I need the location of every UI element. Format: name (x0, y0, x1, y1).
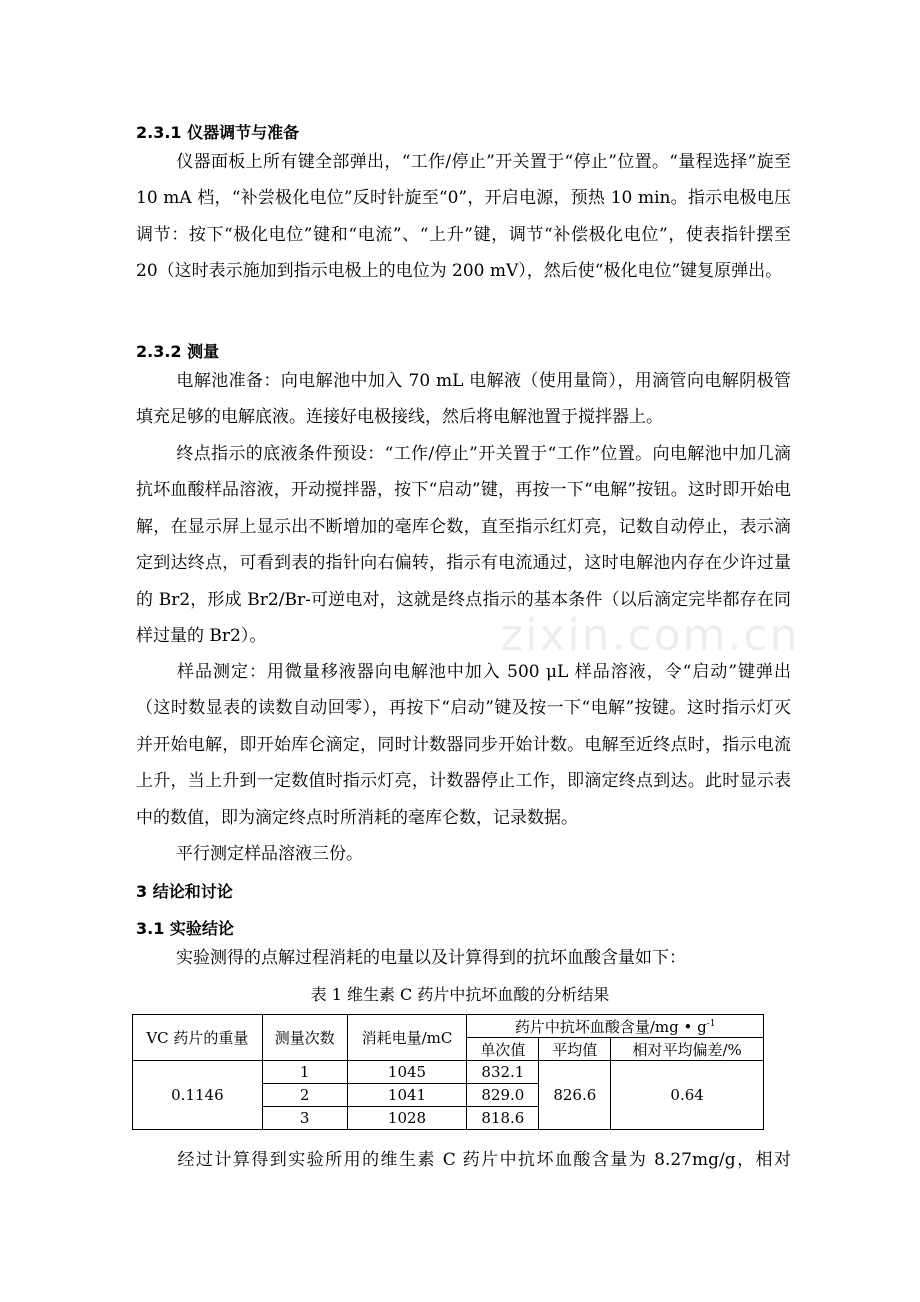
table-caption: 表 1 维生素 C 药片中抗坏血酸的分析结果 (310, 985, 610, 1004)
heading-2-3-1: 2.3.1 仪器调节与准备 (136, 123, 300, 142)
paragraph-sample-measure: 样品测定：用微量移液器向电解池中加入 500 μL 样品溶液，令“启动”键弹出（这时数显表的读数自动回零），再按下“启动”键及按一下“电解”按键。这时指示灯灭并开始电解，即开始库仑滴定，同时计数器同步开始计数。电解至近终点时，指示电流上升，当上升到一定数值时指示灯亮，计数器停止工作，即滴定终点到达。此时显示表中的数值，即为滴定终点时所消耗的毫库仑数，记录数据。 (136, 662, 791, 828)
cell-weight: 0.1146 (133, 1061, 263, 1130)
results-table (132, 1014, 764, 1130)
header-deviation: 相对平均偏差/% (611, 1038, 764, 1061)
paragraph-results-intro: 实验测得的点解过程消耗的电量以及计算得到的抗坏血酸含量如下： (176, 948, 686, 968)
header-average: 平均值 (539, 1038, 611, 1061)
heading-3-1: 3.1 实验结论 (136, 919, 234, 938)
header-charge: 消耗电量/mC (347, 1015, 467, 1061)
cell-charge: 1028 (347, 1107, 467, 1130)
paragraph-conclusion: 经过计算得到实验所用的维生素 C 药片中抗坏血酸含量为 8.27mg/g，相对 (176, 1150, 791, 1170)
cell-single: 818.6 (467, 1107, 539, 1130)
watermark: zixin.com.cn (500, 610, 800, 661)
cell-single: 829.0 (467, 1084, 539, 1107)
cell-n: 3 (262, 1107, 347, 1130)
paragraph-instrument-setup: 仪器面板上所有键全部弹出，“工作/停止”开关置于“停止”位置。“量程选择”旋至 10 mA 档，“补尝极化电位”反时针旋至“0”，开启电源，预热 10 min。指示电极电压调节：按下“极化电位”键和“电流”、“上升”键，调节“补偿极化电位”，使表指针摆至 20（这时表示施加到指示电极上的电位为 200 mV），然后使“极化电位”键复原弹出。 (136, 152, 791, 282)
paragraph-cell-prep: 电解池准备：向电解池中加入 70 mL 电解液（使用量筒），用滴管向电解阴极管填充足够的电解底液。连接好电极接线，然后将电解池置于搅拌器上。 (136, 371, 791, 428)
heading-3: 3 结论和讨论 (136, 882, 233, 901)
header-count: 测量次数 (262, 1015, 347, 1061)
cell-single: 832.1 (467, 1061, 539, 1084)
header-single: 单次值 (467, 1038, 539, 1061)
cell-deviation: 0.64 (611, 1061, 764, 1130)
cell-charge: 1045 (347, 1061, 467, 1084)
heading-2-3-2: 2.3.2 测量 (136, 342, 220, 361)
paragraph-parallel: 平行测定样品溶液三份。 (176, 844, 363, 864)
cell-charge: 1041 (347, 1084, 467, 1107)
cell-n: 1 (262, 1061, 347, 1084)
cell-average: 826.6 (539, 1061, 611, 1130)
cell-n: 2 (262, 1084, 347, 1107)
header-weight: VC 药片的重量 (133, 1015, 263, 1061)
header-content: 药片中抗坏血酸含量/mg • $g^{-1}$ (467, 1015, 764, 1038)
paragraph-endpoint: 终点指示的底液条件预设：“工作/停止”开关置于“工作”位置。向电解池中加几滴抗坏血酸样品溶液，开动搅拌器，按下“启动”键，再按一下“电解”按钮。这时即开始电解，在显示屏上显示出不断增加的毫库仑数，直至指示红灯亮，记数自动停止，表示滴定到达终点，可看到表的指针向右偏转，指示有电流通过，这时电解池内存在少许过量的 Br2，形成 Br2/Br-可逆电对，这就是终点指示的基本条件（以后滴定完毕都存在同样过量的 Br2）。 (136, 444, 791, 647)
